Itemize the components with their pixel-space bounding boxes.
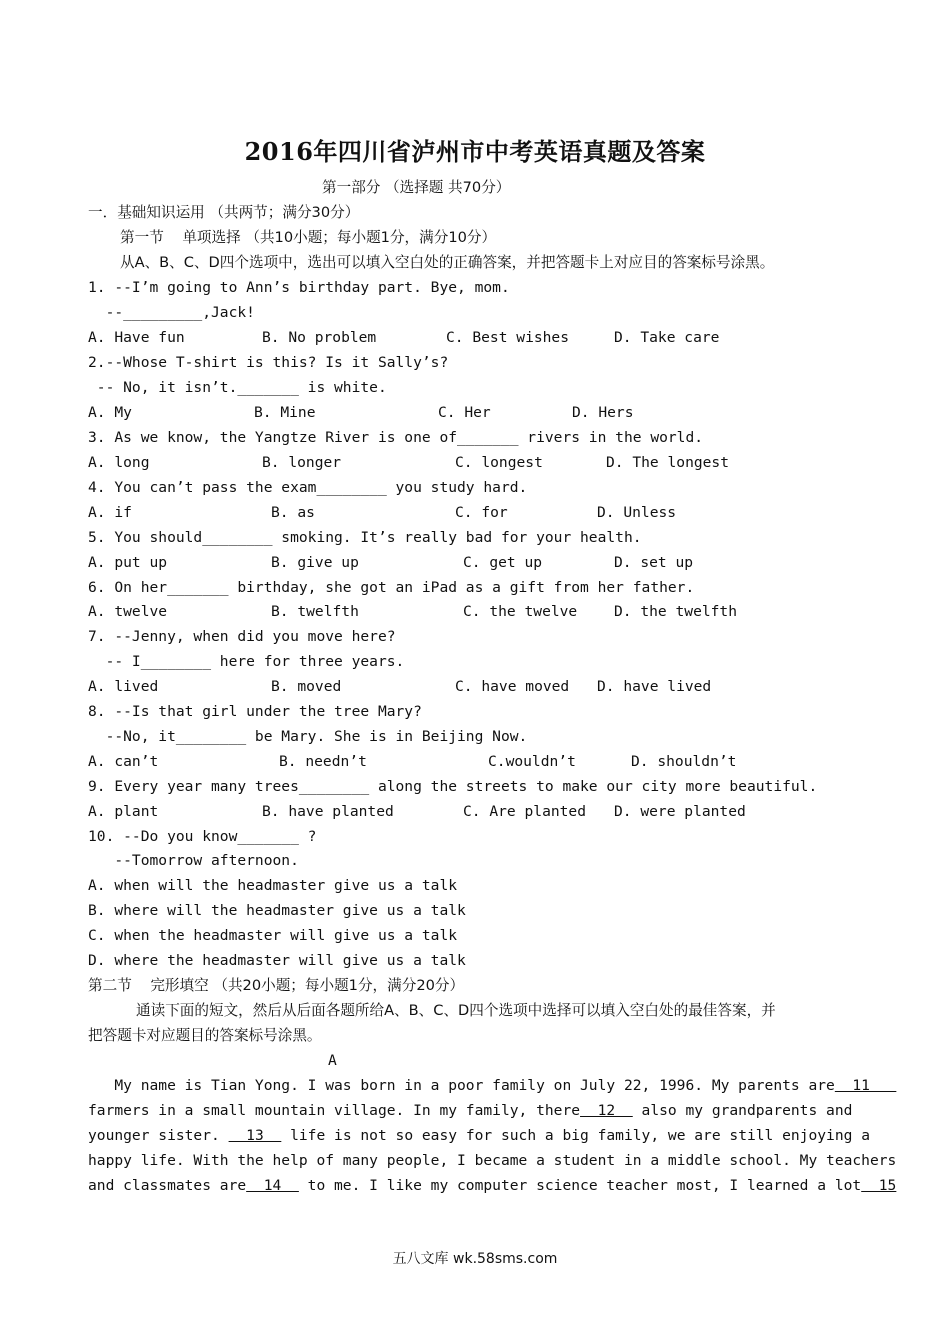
option-7c: C. have moved [455, 678, 570, 695]
option-9d: D. were planted [614, 803, 746, 820]
passage-text: also my grandparents and [632, 1102, 853, 1119]
option-8c: C.wouldn’t [488, 753, 576, 770]
instructions-2: 通读下面的短文，然后从后面各题所给A、B、C、D四个选项中选择可以填入空白处的最佳答案，并 [136, 1002, 776, 1019]
option-6c: C. the twelve [463, 603, 578, 620]
passage-label: A [328, 1052, 337, 1069]
question-3: 3. As we know, the Yangtze River is one of_______ rivers in the world. [88, 429, 704, 446]
question-4: 4. You can’t pass the exam________ you study hard. [88, 479, 528, 496]
blank-12: 12 [580, 1102, 633, 1119]
option-2c: C. Her [438, 404, 491, 421]
option-6d: D. the twelfth [614, 603, 738, 620]
option-4c: C. for [455, 504, 508, 521]
blank-11: 11 [834, 1077, 897, 1094]
option-1b: B. No problem [262, 329, 377, 346]
question-9: 9. Every year many trees________ along the streets to make our city more beautiful. [88, 778, 818, 795]
option-6b: B. twelfth [271, 603, 359, 620]
option-2d: D. Hers [572, 404, 634, 421]
passage-text: life is not so easy for such a big family, we are still enjoying a [281, 1127, 870, 1144]
option-5c: C. get up [463, 554, 543, 571]
option-7d: D. have lived [597, 678, 712, 695]
option-2b: B. Mine [254, 404, 316, 421]
section-heading: 一．基础知识运用 （共两节；满分30分） [88, 204, 360, 221]
option-3c: C. longest [455, 454, 543, 471]
option-8b: B. needn’t [279, 753, 367, 770]
option-10b: B. where will the headmaster give us a talk [88, 902, 466, 919]
subsection-heading: 第一节 单项选择 （共10小题；每小题1分，满分10分） [120, 229, 497, 246]
question-10: 10. --Do you know_______ ? [88, 828, 317, 845]
option-10c: C. when the headmaster will give us a talk [88, 927, 458, 944]
passage-text: to me. I like my computer science teacher most, I learned a lot [298, 1177, 862, 1194]
option-3d: D. The longest [606, 454, 730, 471]
option-9b: B. have planted [262, 803, 394, 820]
question-1-response: --_________,Jack! [88, 304, 255, 321]
option-3a: A. long [88, 454, 150, 471]
option-3b: B. longer [262, 454, 342, 471]
option-8a: A. can’t [88, 753, 159, 770]
passage-line-1 [88, 1076, 896, 1096]
instructions-2-cont: 把答题卡对应题目的答案标号涂黑。 [88, 1027, 322, 1044]
blank-14: 14 [246, 1177, 299, 1194]
option-7b: B. moved [271, 678, 342, 695]
question-1: 1. --I’m going to Ann’s birthday part. Bye, mom. [88, 279, 510, 296]
option-8d: D. shouldn’t [631, 753, 737, 770]
passage-text: and classmates are [88, 1177, 247, 1194]
option-4a: A. if [88, 504, 132, 521]
option-7a: A. lived [88, 678, 159, 695]
instructions: 从A、B、C、D四个选项中，选出可以填入空白处的正确答案，并把答题卡上对应目的答案标号涂黑。 [120, 254, 775, 271]
option-5b: B. give up [271, 554, 359, 571]
page-title: 2016年四川省泸州市中考英语真题及答案 [244, 137, 706, 166]
option-9c: C. Are planted [463, 803, 587, 820]
question-5: 5. You should________ smoking. It’s really bad for your health. [88, 529, 642, 546]
question-6: 6. On her_______ birthday, she got an iPad as a gift from her father. [88, 579, 695, 596]
passage-line-2 [88, 1101, 852, 1121]
part-heading: 第一部分 （选择题 共70分） [322, 179, 511, 196]
question-10-response: --Tomorrow afternoon. [88, 852, 299, 869]
option-10d: D. where the headmaster will give us a talk [88, 952, 466, 969]
option-10a: A. when will the headmaster give us a talk [88, 877, 458, 894]
option-4b: B. as [271, 504, 315, 521]
passage-text: My name is Tian Yong. I was born in a poor family on July 22, 1996. My parents are [88, 1077, 835, 1094]
option-1a: A. Have fun [88, 329, 185, 346]
passage-line-3 [88, 1126, 870, 1146]
option-9a: A. plant [88, 803, 159, 820]
question-8-response: --No, it________ be Mary. She is in Beijing Now. [88, 728, 528, 745]
option-5a: A. put up [88, 554, 168, 571]
option-1c: C. Best wishes [446, 329, 570, 346]
option-6a: A. twelve [88, 603, 168, 620]
question-8: 8. --Is that girl under the tree Mary? [88, 703, 422, 720]
option-5d: D. set up [614, 554, 694, 571]
question-2: 2.--Whose T-shirt is this? Is it Sally’s? [88, 354, 449, 371]
blank-13: 13 [228, 1127, 282, 1144]
passage-text: farmers in a small mountain village. In my family, there [88, 1102, 581, 1119]
passage-line-5 [88, 1176, 896, 1196]
passage-line-4: happy life. With the help of many people, I became a student in a middle school. My teachers [88, 1152, 897, 1169]
question-2-response: -- No, it isn’t._______ is white. [88, 379, 387, 396]
question-7-response: -- I________ here for three years. [88, 653, 405, 670]
option-4d: D. Unless [597, 504, 677, 521]
passage-text: younger sister. [88, 1127, 229, 1144]
option-1d: D. Take care [614, 329, 720, 346]
subsection-heading-2: 第二节 完形填空 （共20小题；每小题1分，满分20分） [88, 977, 465, 994]
option-2a: A. My [88, 404, 132, 421]
footer-watermark: 五八文库 wk.58sms.com [392, 1251, 558, 1267]
blank-15: 15 [861, 1177, 897, 1194]
question-7: 7. --Jenny, when did you move here? [88, 628, 396, 645]
